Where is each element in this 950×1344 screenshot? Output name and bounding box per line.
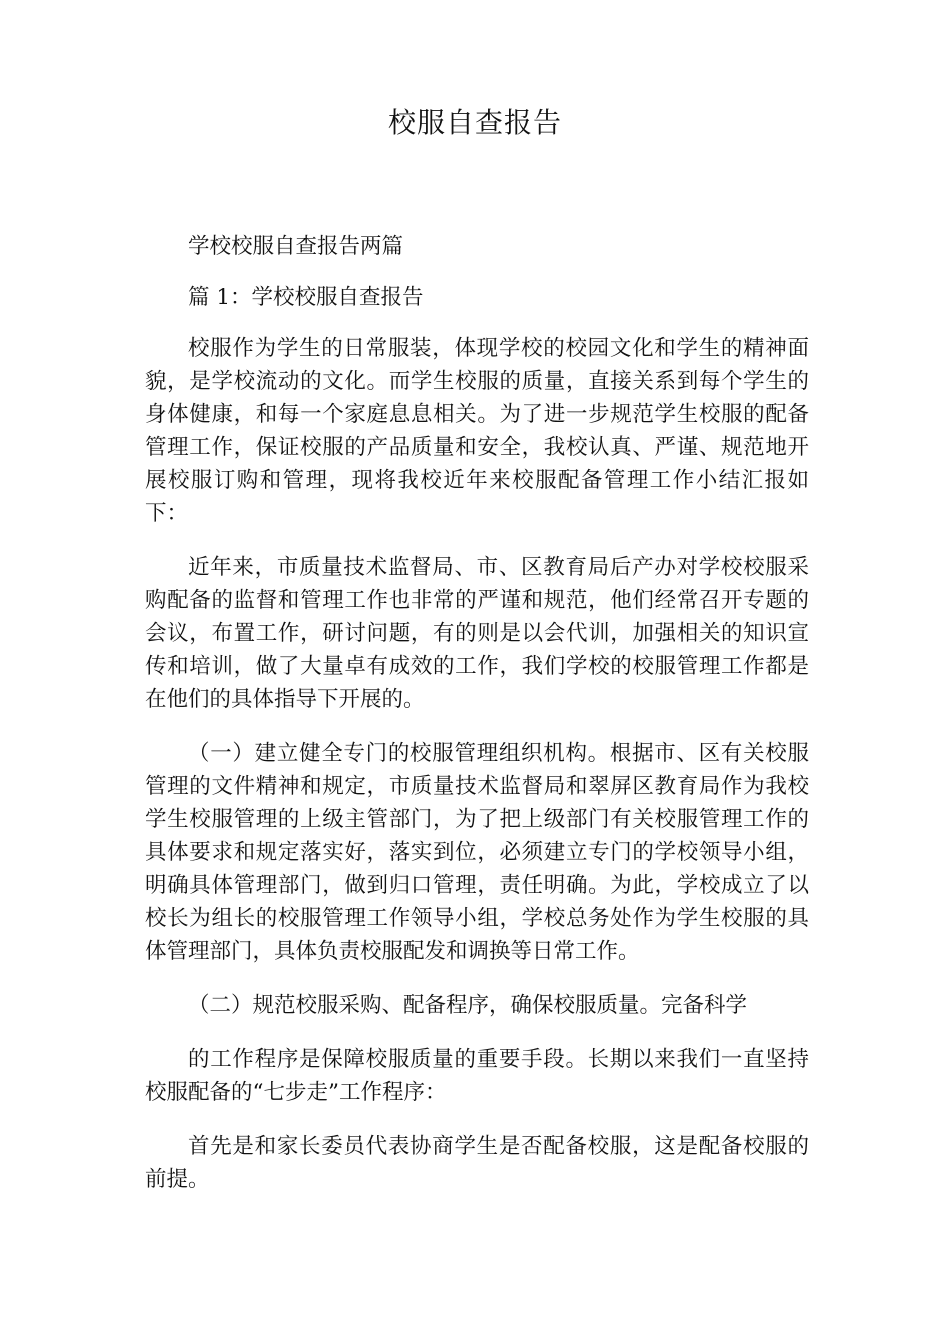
paragraph-supervision: 近年来，市质量技术监督局、市、区教育局后产办对学校校服采购配备的监督和管理工作也非常的严谨和规范，他们经常召开专题的会议，布置工作，研讨问题，有的则是以会代训，加强相关的知识宣传和培训，做了大量卓有成效的工作，我们学校的校服管理工作都是在他们的具体指导下开展的。 [145, 555, 809, 712]
paragraph-procedure: 的工作程序是保障校服质量的重要手段。长期以来我们一直坚持校服配备的“七步走”工作程序： [145, 1047, 809, 1105]
paragraph-procedure-heading: （二）规范校服采购、配备程序，确保校服质量。完备科学 [188, 993, 748, 1018]
paragraph-section-heading: 篇 1：学校校服自查报告 [188, 285, 424, 310]
paragraph-intro: 校服作为学生的日常服装，体现学校的校园文化和学生的精神面貌，是学校流动的文化。而学生校服的质量，直接关系到每个学生的身体健康，和每一个家庭息息相关。为了进一步规范学生校服的配备管理工作，保证校服的产品质量和安全，我校认真、严谨、规范地开展校服订购和管理，现将我校近年来校服配备管理工作小结汇报如下： [145, 336, 809, 526]
paragraph-step-one: 首先是和家长委员代表协商学生是否配备校服，这是配备校服的前提。 [145, 1134, 809, 1192]
document-title: 校服自查报告 [387, 106, 562, 139]
paragraph-organization: （一）建立健全专门的校服管理组织机构。根据市、区有关校服管理的文件精神和规定，市质量技术监督局和翠屏区教育局作为我校学生校服管理的上级主管部门，为了把上级部门有关校服管理工作的具体要求和规定落实好，落实到位，必须建立专门的学校领导小组，明确具体管理部门，做到归口管理，责任明确。为此，学校成立了以校长为组长的校服管理工作领导小组，学校总务处作为学生校服的具体管理部门，具体负责校服配发和调换等日常工作。 [145, 741, 809, 964]
document-body [145, 230, 809, 1217]
paragraph-subtitle: 学校校服自查报告两篇 [188, 234, 404, 259]
